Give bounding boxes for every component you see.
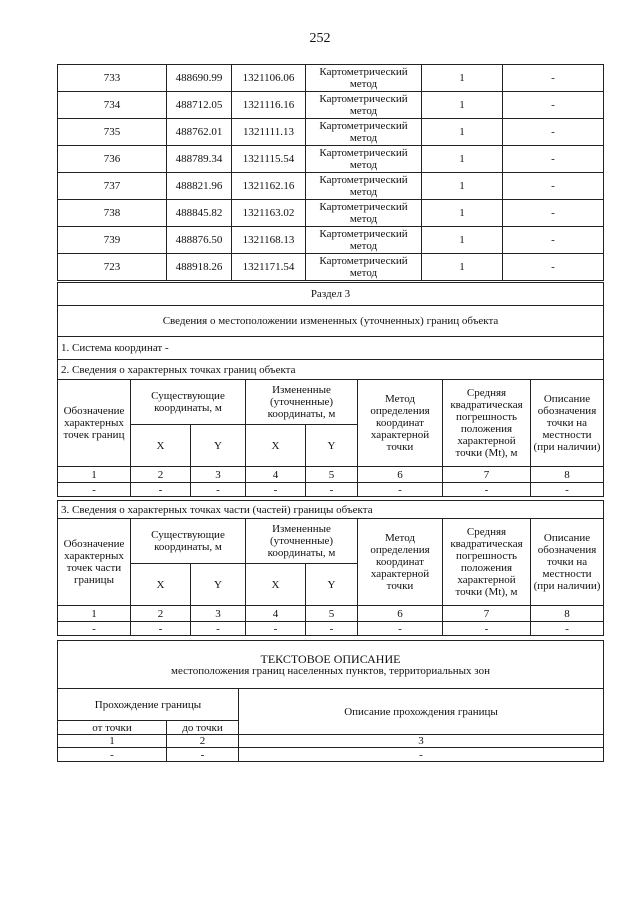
text-description-table [57,640,604,762]
error-value: 1 [422,200,503,227]
header-description: Описание обозначения точки на местности (при наличии) [531,380,604,467]
coord-x: 488876.50 [167,227,232,254]
header-method: Метод определения координат характерной точки [358,380,443,467]
header-to-point: до точки [167,721,239,735]
point-number: 734 [58,92,167,119]
point-row [58,173,604,200]
section3-table [57,282,604,497]
description: - [503,146,604,173]
method: Картометрический метод [306,227,422,254]
col-number: 7 [443,606,531,622]
description: - [503,200,604,227]
text-description-header [58,641,604,689]
empty-cell: - [443,483,531,497]
column-numbers-row [58,467,604,483]
header-method: Метод определения координат характерной точки [358,519,443,606]
points-section-title: 2. Сведения о характерных точках границ объекта [58,360,604,380]
column-numbers-row [58,606,604,622]
col-number: 2 [131,606,191,622]
point-number: 739 [58,227,167,254]
empty-row [58,622,604,636]
col-number: 5 [306,467,358,483]
col-number: 8 [531,606,604,622]
point-row [58,200,604,227]
method: Картометрический метод [306,119,422,146]
header-x: X [131,425,191,467]
header-x: X [131,564,191,606]
empty-cell: - [131,483,191,497]
text-description-subtitle: местоположения границ населенных пунктов, территориальных зон [171,664,490,677]
coord-system: 1. Система координат - [58,337,604,360]
col-number: 6 [358,467,443,483]
col-number: 8 [531,467,604,483]
point-number: 737 [58,173,167,200]
header-designation-part: Обозначение характерных точек части границы [58,519,131,606]
error-value: 1 [422,65,503,92]
col-number: 2 [167,735,239,748]
coord-x: 488845.82 [167,200,232,227]
coord-y: 1321106.06 [232,65,306,92]
col-number: 1 [58,467,131,483]
empty-cell: - [246,622,306,636]
empty-cell: - [358,622,443,636]
empty-cell: - [191,622,246,636]
col-number: 4 [246,467,306,483]
empty-row [58,483,604,497]
error-value: 1 [422,227,503,254]
header-y: Y [306,425,358,467]
empty-cell: - [58,483,131,497]
point-row [58,92,604,119]
empty-cell: - [167,748,239,762]
empty-cell: - [531,622,604,636]
error-value: 1 [422,146,503,173]
header-y: Y [191,564,246,606]
header-from-point: от точки [58,721,167,735]
coord-x: 488821.96 [167,173,232,200]
header-error: Средняя квадратическая погрешность положения характерной точки (Mt), м [443,519,531,606]
header-y: Y [306,564,358,606]
points-table [57,64,604,281]
empty-cell: - [239,748,604,762]
point-number: 736 [58,146,167,173]
coord-x: 488789.34 [167,146,232,173]
coord-y: 1321162.16 [232,173,306,200]
empty-cell: - [246,483,306,497]
header-error: Средняя квадратическая погрешность положения характерной точки (Mt), м [443,380,531,467]
coord-x: 488762.01 [167,119,232,146]
coord-x: 488690.99 [167,65,232,92]
empty-cell: - [358,483,443,497]
col-number: 5 [306,606,358,622]
header-existing: Существующие координаты, м [131,380,246,425]
page-number: 252 [309,31,331,46]
col-number: 2 [131,467,191,483]
empty-cell: - [131,622,191,636]
section-subtitle: Сведения о местоположении измененных (уточненных) границ объекта [58,306,604,337]
header-designation: Обозначение характерных точек границ [58,380,131,467]
point-row [58,65,604,92]
text-description-title: ТЕКСТОВОЕ ОПИСАНИЕ [260,651,401,666]
empty-cell: - [531,483,604,497]
col-number: 7 [443,467,531,483]
point-row [58,146,604,173]
method: Картометрический метод [306,173,422,200]
coord-y: 1321111.13 [232,119,306,146]
error-value: 1 [422,173,503,200]
header-description: Описание обозначения точки на местности (при наличии) [531,519,604,606]
header-x: X [246,425,306,467]
coord-y: 1321163.02 [232,200,306,227]
point-row [58,227,604,254]
point-row [58,119,604,146]
part-section-title: 3. Сведения о характерных точках части (частей) границы объекта [58,501,604,519]
col-number: 3 [191,606,246,622]
empty-cell: - [58,748,167,762]
header-changed: Измененные (уточненные) координаты, м [246,380,358,425]
coord-y: 1321168.13 [232,227,306,254]
col-number: 6 [358,606,443,622]
error-value: 1 [422,119,503,146]
error-value: 1 [422,92,503,119]
coord-y: 1321116.16 [232,92,306,119]
coord-x: 488918.26 [167,254,232,281]
description: - [503,92,604,119]
coord-y: 1321171.54 [232,254,306,281]
header-changed: Измененные (уточненные) координаты, м [246,519,358,564]
point-number: 735 [58,119,167,146]
section-title: Раздел 3 [58,283,604,306]
col-number: 4 [246,606,306,622]
description: - [503,227,604,254]
description: - [503,119,604,146]
description: - [503,173,604,200]
empty-cell: - [58,622,131,636]
col-number: 3 [191,467,246,483]
col-number: 1 [58,735,167,748]
method: Картометрический метод [306,254,422,281]
point-number: 733 [58,65,167,92]
coord-y: 1321115.54 [232,146,306,173]
empty-cell: - [443,622,531,636]
method: Картометрический метод [306,92,422,119]
col-number: 3 [239,735,604,748]
header-existing: Существующие координаты, м [131,519,246,564]
error-value: 1 [422,254,503,281]
point-row [58,254,604,281]
header-passage: Прохождение границы [58,689,239,721]
empty-cell: - [306,622,358,636]
point-number: 723 [58,254,167,281]
description: - [503,254,604,281]
point-number: 738 [58,200,167,227]
coord-x: 488712.05 [167,92,232,119]
method: Картометрический метод [306,65,422,92]
header-x: X [246,564,306,606]
empty-cell: - [191,483,246,497]
method: Картометрический метод [306,200,422,227]
header-passage-description: Описание прохождения границы [239,689,604,735]
empty-cell: - [306,483,358,497]
part-points-table [57,500,604,636]
header-y: Y [191,425,246,467]
description: - [503,65,604,92]
method: Картометрический метод [306,146,422,173]
col-number: 1 [58,606,131,622]
